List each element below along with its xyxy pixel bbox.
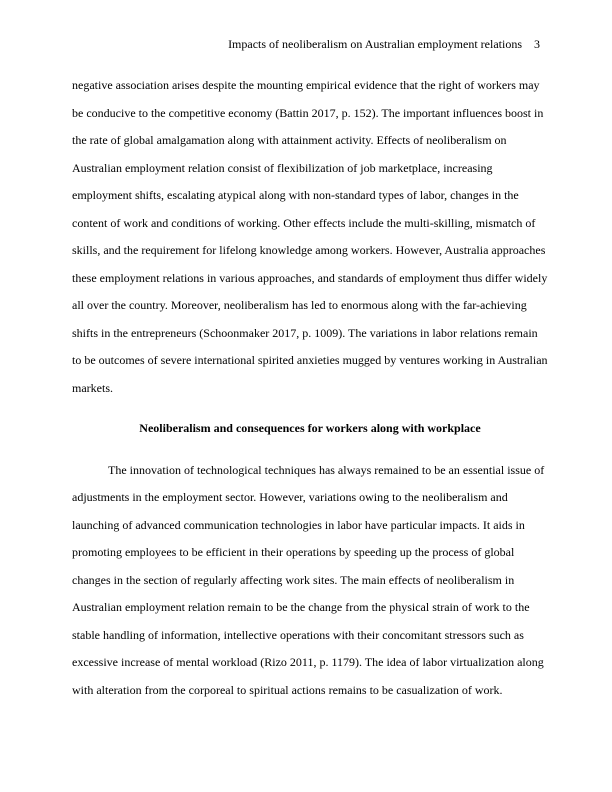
body-paragraph-2: The innovation of technological techniques has always remained to be an essential issue of adjustments in the employment sector. However, variations owing to the neoliberalism and launching of advanced communication technologies in labor have particular impacts. It aids in promoting employees to be efficient in their operations by speeding up the process of global changes in the section of regularly affecting work sites. The main effects of neoliberalism in Australian employment relation remain to be the change from the physical strain of work to the stable handling of information, intellective operations with their concomitant stressors such as excessive increase of mental workload (Rizo 2011, p. 1179). The idea of labor virtualization along with alteration from the corporeal to spiritual actions remains to be casualization of work. bbox=[72, 462, 545, 697]
section-heading: Neoliberalism and consequences for workers along with workplace bbox=[139, 421, 481, 435]
running-header bbox=[228, 36, 540, 52]
page-number: 3 bbox=[534, 37, 540, 51]
body-text bbox=[72, 72, 548, 704]
running-title: Impacts of neoliberalism on Australian employment relations bbox=[228, 37, 522, 51]
body-paragraph-1: negative association arises despite the mounting empirical evidence that the right of workers may be conducive to the competitive economy (Battin 2017, p. 152). The important influences boost in the rate of global amalgamation along with attainment activity. Effects of neoliberalism on Australian employment relation consist of flexibilization of job marketplace, increasing employment shifts, escalating atypical along with non-standard types of labor, changes in the content of work and conditions of working. Other effects include the multi-skilling, mismatch of skills, and the requirement for lifelong knowledge among workers. However, Australia approaches these employment relations in various approaches, and standards of employment thus differ widely all over the country. Moreover, neoliberalism has led to enormous along with the far-achieving shifts in the entrepreneurs (Schoonmaker 2017, p. 1009). The variations in labor relations remain to be outcomes of severe international spirited anxieties mugged by ventures working in Australian markets. bbox=[72, 78, 548, 395]
